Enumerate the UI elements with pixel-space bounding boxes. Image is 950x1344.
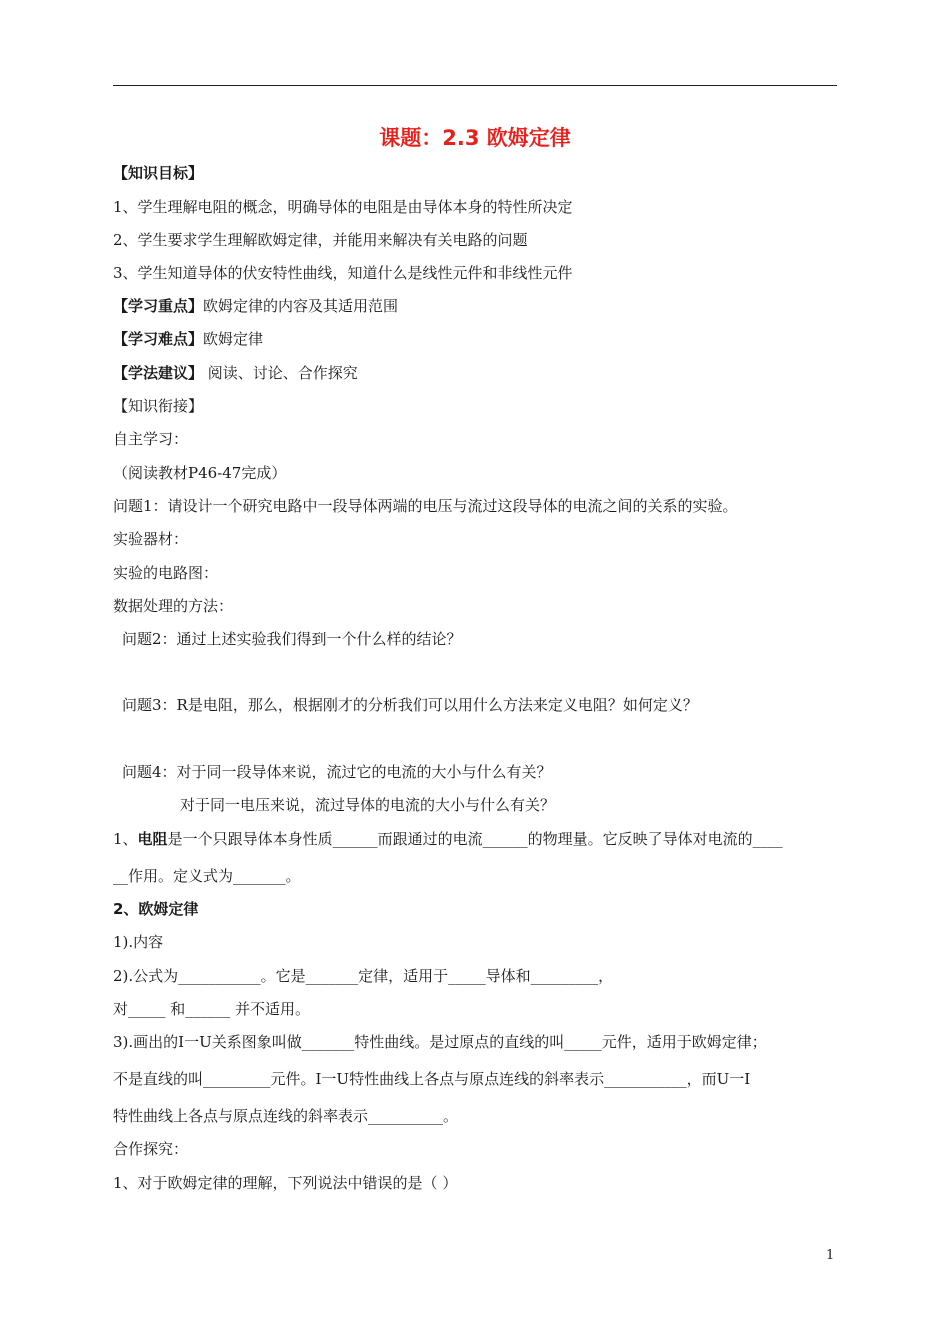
focus-line	[113, 296, 398, 316]
ohms-formula-line: 2).公式为___________。它是_______定律，适用于_____导体和_________，	[113, 967, 614, 985]
focus-text: 欧姆定律的内容及其适用范围	[203, 297, 399, 315]
reading-note: （阅读教材P46-47完成）	[113, 464, 287, 482]
data-method-label: 数据处理的方法：	[113, 597, 234, 615]
equipment-label: 实验器材：	[113, 530, 189, 548]
question-2: 问题2：通过上述实验我们得到一个什么样的结论？	[122, 630, 462, 648]
circuit-label: 实验的电路图：	[113, 564, 219, 582]
difficulty-label: 【学习难点】	[113, 330, 204, 348]
objective-2: 2、学生要求学生理解欧姆定律，并能用来解决有关电路的问题	[113, 231, 528, 249]
page-title: 课题：2.3 欧姆定律	[379, 126, 571, 150]
connection-heading: 【知识衔接】	[113, 397, 204, 415]
question-4b: 对于同一电压来说，流过导体的电流的大小与什么有关？	[180, 796, 556, 814]
ohms-law-heading: 2、欧姆定律	[113, 900, 199, 918]
focus-label: 【学习重点】	[113, 297, 204, 315]
question-1: 问题1：请设计一个研究电路中一段导体两端的电压与流过这段导体的电流之间的关系的实验。	[113, 497, 738, 515]
resistance-line-2: __作用。定义式为_______。	[113, 867, 301, 885]
resistance-text: 是一个只跟导体本身性质______而跟通过的电流______的物理量。它反映了导体对电流的____	[167, 830, 783, 848]
method-text: 阅读、讨论、合作探究	[203, 364, 358, 382]
resistance-prefix: 1、	[113, 830, 138, 848]
objective-3: 3、学生知道导体的伏安特性曲线，知道什么是线性元件和非线性元件	[113, 264, 573, 282]
ohms-content-label: 1).内容	[113, 933, 164, 951]
header-rule	[113, 85, 837, 86]
difficulty-line	[113, 329, 263, 349]
resistance-term: 电阻	[137, 830, 168, 848]
method-label: 【学法建议】	[113, 364, 204, 382]
cooperative-question-1: 1、对于欧姆定律的理解，下列说法中错误的是（ ）	[113, 1174, 458, 1192]
curve-line-1: 3).画出的I一U关系图象叫做_______特性曲线。是过原点的直线的叫_____元件，适用于欧姆定律；	[113, 1033, 767, 1051]
objectives-heading: 【知识目标】	[113, 164, 204, 182]
difficulty-text: 欧姆定律	[203, 330, 264, 348]
cooperative-heading: 合作探究：	[113, 1140, 189, 1158]
self-study-heading: 自主学习：	[113, 430, 189, 448]
method-line	[113, 363, 358, 383]
curve-line-3: 特性曲线上各点与原点连线的斜率表示__________。	[113, 1107, 459, 1125]
resistance-line-1	[113, 829, 783, 849]
page-number: 1	[826, 1248, 835, 1263]
objective-1: 1、学生理解电阻的概念，明确导体的电阻是由导体本身的特性所决定	[113, 198, 573, 216]
ohms-not-apply-line: 对_____ 和______ 并不适用。	[113, 1000, 311, 1018]
question-3: 问题3：R是电阻，那么，根据刚才的分析我们可以用什么方法来定义电阻？如何定义？	[122, 696, 698, 714]
question-4a: 问题4：对于同一段导体来说，流过它的电流的大小与什么有关？	[122, 763, 552, 781]
curve-line-2: 不是直线的叫_________元件。I一U特性曲线上各点与原点连线的斜率表示___________，而U一I	[113, 1070, 751, 1088]
